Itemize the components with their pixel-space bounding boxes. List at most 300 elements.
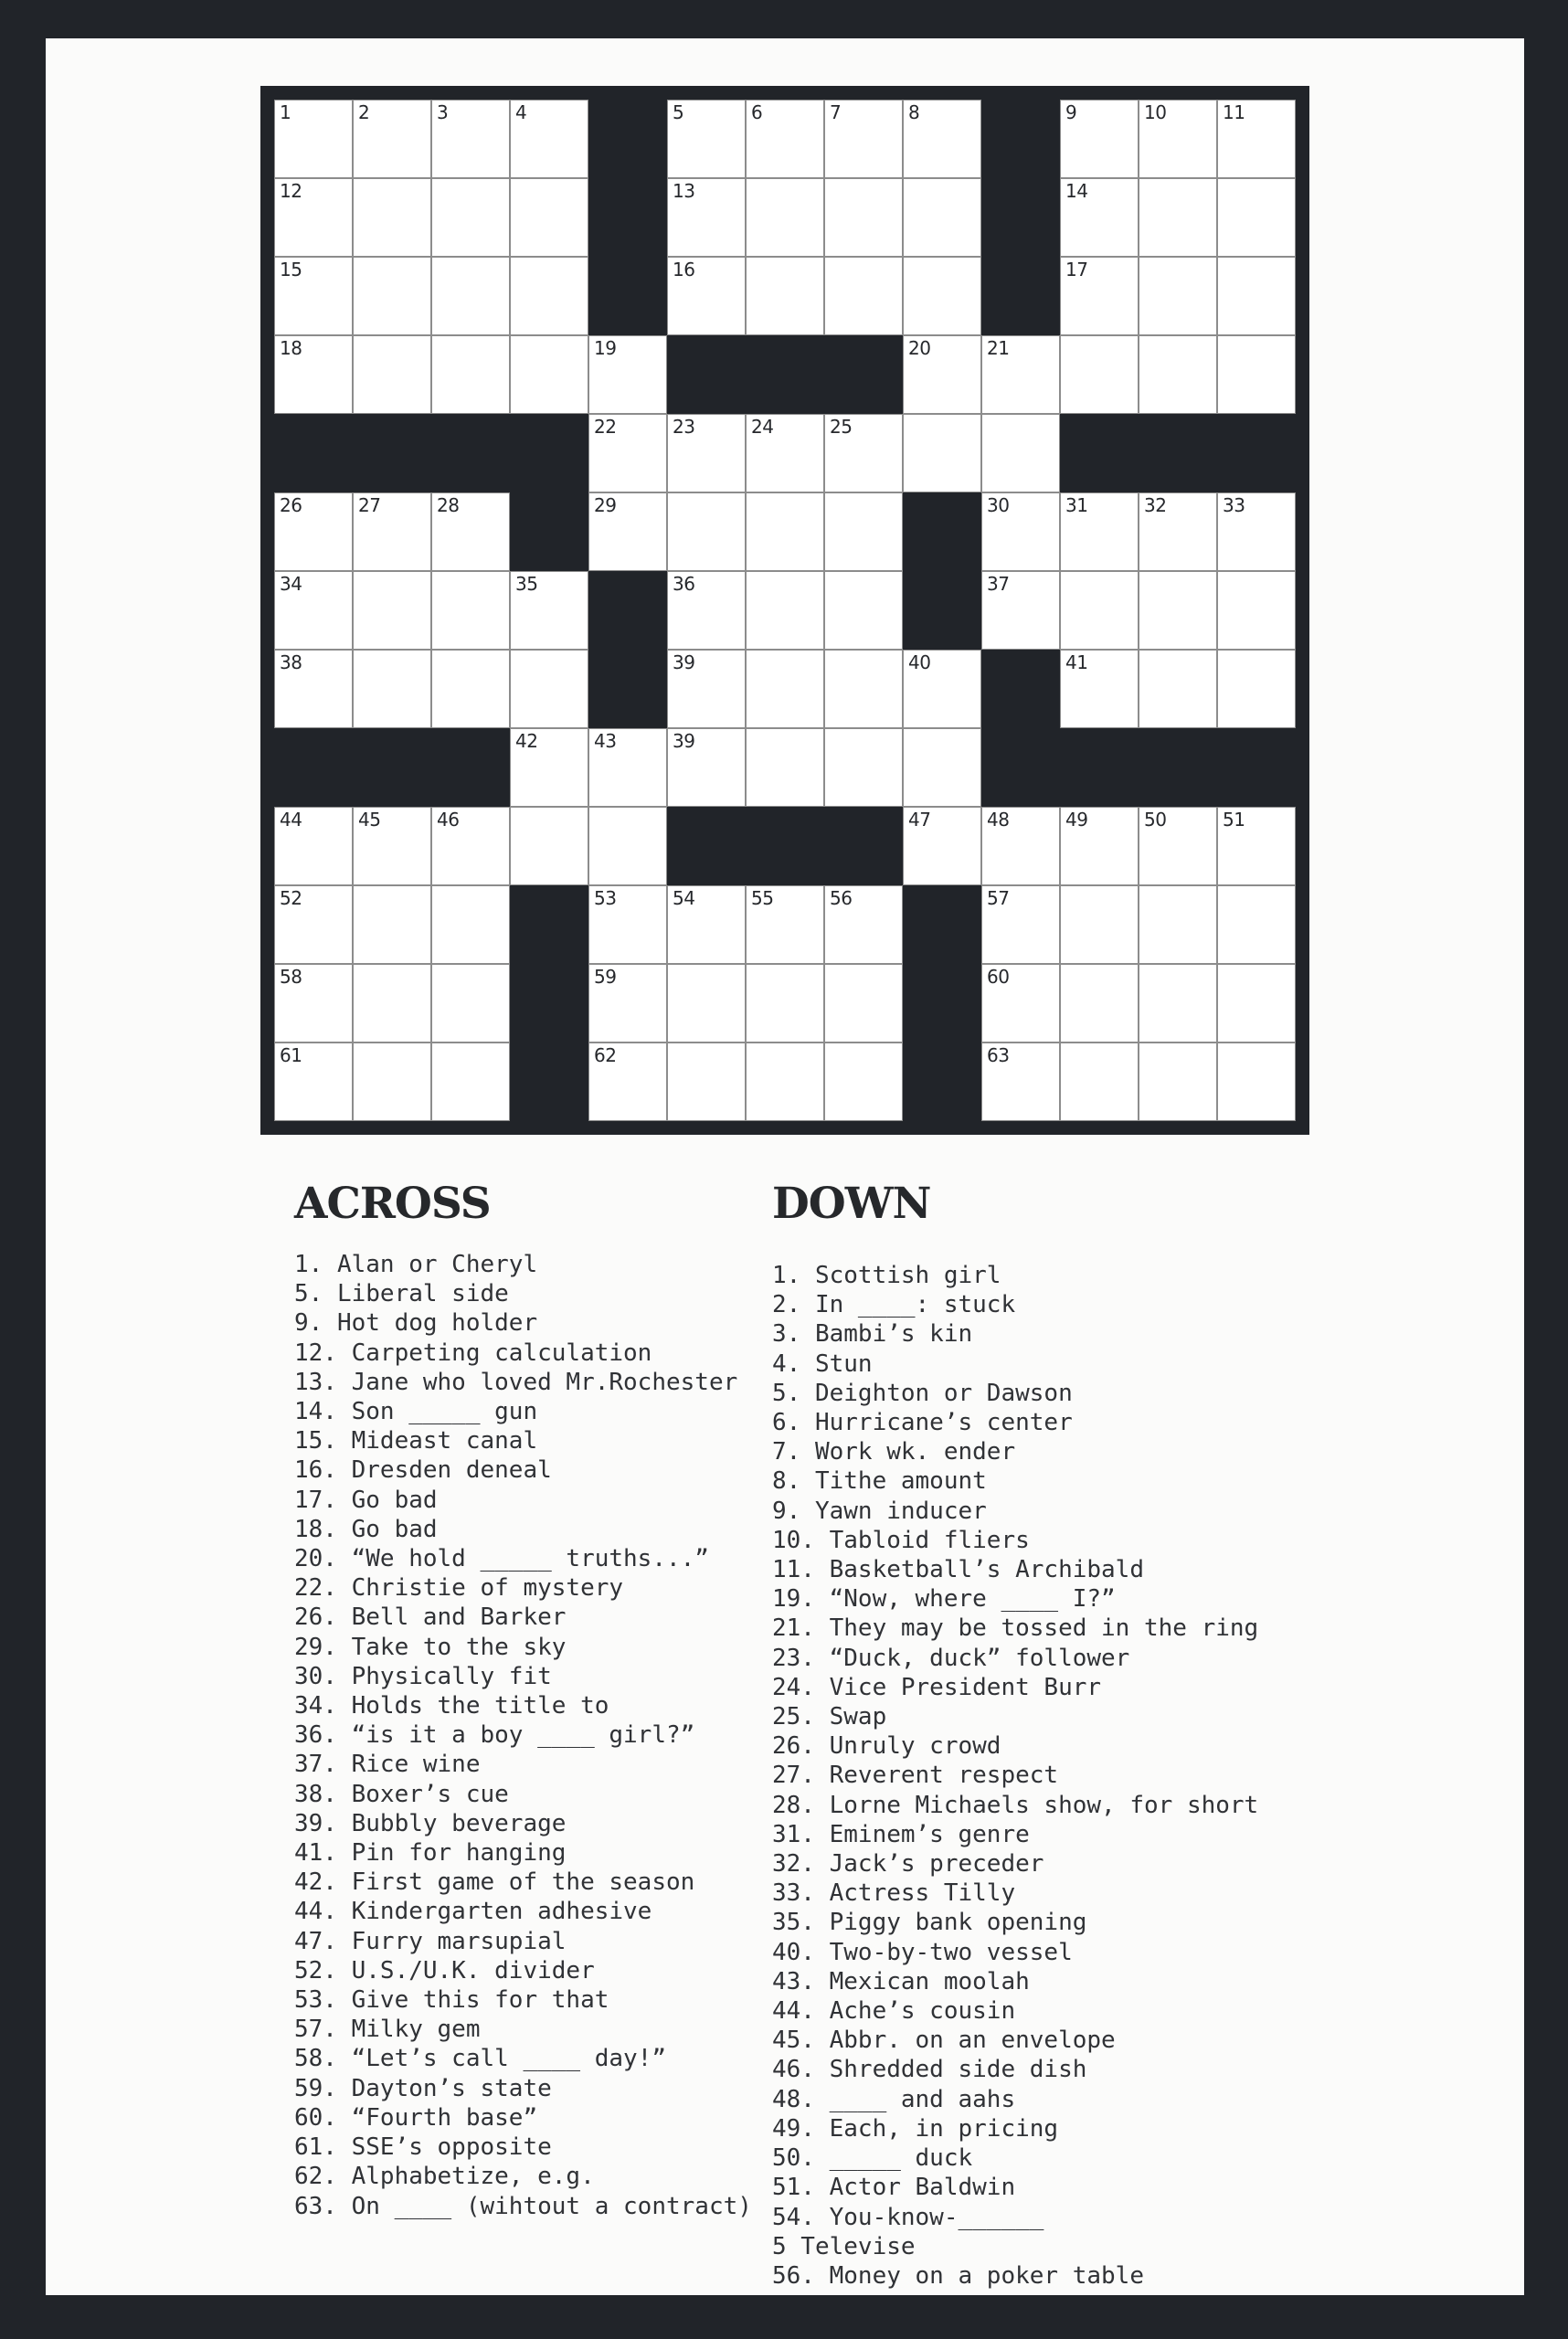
clue-line: 1. Scottish girl <box>772 1262 1001 1289</box>
white-cell[interactable] <box>903 257 981 335</box>
white-cell[interactable] <box>981 571 1060 650</box>
white-cell[interactable] <box>981 1042 1060 1121</box>
cell-number: 45 <box>358 809 381 831</box>
white-cell[interactable] <box>1060 964 1139 1042</box>
white-cell[interactable] <box>667 571 746 650</box>
black-cell <box>588 100 667 178</box>
black-cell <box>981 650 1060 728</box>
clue-line: 29. Take to the sky <box>294 1633 567 1661</box>
cell-number: 3 <box>437 101 449 123</box>
black-cell <box>746 807 824 885</box>
white-cell[interactable] <box>824 100 903 178</box>
clue-line: 38. Boxer’s cue <box>294 1780 509 1808</box>
white-cell[interactable] <box>510 335 588 414</box>
cell-number: 61 <box>280 1044 302 1066</box>
white-cell[interactable] <box>1139 807 1217 885</box>
white-cell[interactable] <box>274 964 353 1042</box>
white-cell[interactable] <box>431 335 510 414</box>
white-cell[interactable] <box>1060 335 1139 414</box>
clue-line: 59. Dayton’s state <box>294 2074 552 2102</box>
cell-number: 51 <box>1223 809 1245 831</box>
cell-number: 32 <box>1144 494 1167 516</box>
white-cell[interactable] <box>353 571 431 650</box>
clue-line: 12. Carpeting calculation <box>294 1339 652 1367</box>
white-cell[interactable] <box>588 728 667 807</box>
cell-number: 43 <box>594 730 617 752</box>
white-cell[interactable] <box>1217 650 1296 728</box>
white-cell[interactable] <box>1060 571 1139 650</box>
white-cell[interactable] <box>667 650 746 728</box>
clue-line: 48. ____ and aahs <box>772 2085 1016 2113</box>
cell-number: 42 <box>515 730 538 752</box>
cell-number: 28 <box>437 494 460 516</box>
white-cell[interactable] <box>667 1042 746 1121</box>
clue-line: 50. _____ duck <box>772 2144 973 2173</box>
white-cell[interactable] <box>1139 257 1217 335</box>
white-cell[interactable] <box>510 257 588 335</box>
white-cell[interactable] <box>274 492 353 571</box>
cell-number: 46 <box>437 809 460 831</box>
clue-line: 16. Dresden deneal <box>294 1456 552 1485</box>
clue-line: 5. Liberal side <box>294 1280 509 1308</box>
cell-number: 53 <box>594 887 617 909</box>
cell-number: 44 <box>280 809 302 831</box>
white-cell[interactable] <box>667 728 746 807</box>
white-cell[interactable] <box>274 650 353 728</box>
cell-number: 55 <box>751 887 774 909</box>
cell-number: 6 <box>751 101 763 123</box>
cell-number: 22 <box>594 416 617 438</box>
black-cell <box>903 571 981 650</box>
clue-line: 4. Stun <box>772 1349 873 1378</box>
cell-number: 17 <box>1065 259 1088 280</box>
white-cell[interactable] <box>903 178 981 257</box>
white-cell[interactable] <box>667 414 746 492</box>
white-cell[interactable] <box>353 964 431 1042</box>
white-cell[interactable] <box>353 335 431 414</box>
black-cell <box>1139 414 1217 492</box>
white-cell[interactable] <box>981 492 1060 571</box>
clue-line: 9. Yawn inducer <box>772 1497 987 1525</box>
down-heading: DOWN <box>772 1179 931 1229</box>
clue-line: 40. Two-by-two vessel <box>772 1938 1073 1966</box>
clue-line: 7. Work wk. ender <box>772 1438 1016 1466</box>
clue-line: 32. Jack’s preceder <box>772 1850 1044 1879</box>
clue-line: 21. They may be tossed in the ring <box>772 1614 1259 1643</box>
white-cell[interactable] <box>1060 885 1139 964</box>
clue-line: 43. Mexican moolah <box>772 1967 1030 1995</box>
white-cell[interactable] <box>510 807 588 885</box>
white-cell[interactable] <box>431 492 510 571</box>
clue-line: 10. Tabloid fliers <box>772 1526 1030 1554</box>
clue-line: 24. Vice President Burr <box>772 1673 1102 1701</box>
white-cell[interactable] <box>746 257 824 335</box>
white-cell[interactable] <box>274 807 353 885</box>
clue-line: 52. U.S./U.K. divider <box>294 1956 595 1984</box>
white-cell[interactable] <box>824 178 903 257</box>
white-cell[interactable] <box>588 335 667 414</box>
white-cell[interactable] <box>1060 257 1139 335</box>
white-cell[interactable] <box>824 492 903 571</box>
clue-line: 5. Deighton or Dawson <box>772 1379 1073 1407</box>
white-cell[interactable] <box>824 964 903 1042</box>
white-cell[interactable] <box>353 885 431 964</box>
black-cell <box>588 650 667 728</box>
clue-line: 37. Rice wine <box>294 1751 481 1779</box>
white-cell[interactable] <box>431 1042 510 1121</box>
clue-line: 61. SSE’s opposite <box>294 2133 552 2162</box>
white-cell[interactable] <box>824 728 903 807</box>
white-cell[interactable] <box>903 728 981 807</box>
white-cell[interactable] <box>588 492 667 571</box>
clue-line: 39. Bubbly beverage <box>294 1809 567 1837</box>
white-cell[interactable] <box>1060 650 1139 728</box>
white-cell[interactable] <box>981 807 1060 885</box>
black-cell <box>588 571 667 650</box>
clue-line: 1. Alan or Cheryl <box>294 1251 538 1278</box>
clue-line: 36. “is it a boy ____ girl?” <box>294 1721 695 1750</box>
clue-line: 25. Swap <box>772 1703 887 1731</box>
white-cell[interactable] <box>903 335 981 414</box>
white-cell[interactable] <box>1139 885 1217 964</box>
cell-number: 1 <box>280 101 291 123</box>
white-cell[interactable] <box>510 728 588 807</box>
clue-line: 18. Go bad <box>294 1515 438 1543</box>
white-cell[interactable] <box>274 335 353 414</box>
cell-number: 21 <box>987 337 1010 359</box>
white-cell[interactable] <box>588 807 667 885</box>
cell-number: 15 <box>280 259 302 280</box>
clue-line: 6. Hurricane’s center <box>772 1409 1073 1437</box>
black-cell <box>510 414 588 492</box>
clue-line: 33. Actress Tilly <box>772 1879 1016 1908</box>
cell-number: 18 <box>280 337 302 359</box>
black-cell <box>588 178 667 257</box>
white-cell[interactable] <box>746 571 824 650</box>
cell-number: 54 <box>673 887 695 909</box>
white-cell[interactable] <box>353 257 431 335</box>
white-cell[interactable] <box>824 1042 903 1121</box>
white-cell[interactable] <box>431 257 510 335</box>
white-cell[interactable] <box>1217 178 1296 257</box>
white-cell[interactable] <box>431 885 510 964</box>
cell-number: 27 <box>358 494 381 516</box>
black-cell <box>510 492 588 571</box>
black-cell <box>1060 414 1139 492</box>
cell-number: 30 <box>987 494 1010 516</box>
clue-line: 49. Each, in pricing <box>772 2114 1059 2143</box>
white-cell[interactable] <box>588 1042 667 1121</box>
black-cell <box>510 885 588 964</box>
white-cell[interactable] <box>1139 964 1217 1042</box>
clue-line: 53. Give this for that <box>294 1986 609 2015</box>
white-cell[interactable] <box>1139 178 1217 257</box>
cell-number: 12 <box>280 180 302 202</box>
white-cell[interactable] <box>588 885 667 964</box>
white-cell[interactable] <box>1217 492 1296 571</box>
clue-line: 46. Shredded side dish <box>772 2056 1087 2084</box>
black-cell <box>746 335 824 414</box>
white-cell[interactable] <box>274 178 353 257</box>
cell-number: 19 <box>594 337 617 359</box>
white-cell[interactable] <box>510 178 588 257</box>
clue-line: 51. Actor Baldwin <box>772 2174 1016 2202</box>
cell-number: 13 <box>673 180 695 202</box>
white-cell[interactable] <box>667 257 746 335</box>
white-cell[interactable] <box>274 100 353 178</box>
white-cell[interactable] <box>667 964 746 1042</box>
clue-line: 63. On ____ (wihtout a contract) <box>294 2192 752 2220</box>
clue-line: 26. Bell and Barker <box>294 1603 567 1632</box>
white-cell[interactable] <box>667 492 746 571</box>
black-cell <box>274 728 353 807</box>
cell-number: 23 <box>673 416 695 438</box>
white-cell[interactable] <box>1217 100 1296 178</box>
white-cell[interactable] <box>1217 571 1296 650</box>
white-cell[interactable] <box>1139 492 1217 571</box>
cell-number: 29 <box>594 494 617 516</box>
clue-line: 9. Hot dog holder <box>294 1309 538 1338</box>
cell-number: 47 <box>908 809 931 831</box>
cell-number: 8 <box>908 101 920 123</box>
white-cell[interactable] <box>824 257 903 335</box>
white-cell[interactable] <box>274 1042 353 1121</box>
black-cell <box>903 964 981 1042</box>
clue-line: 45. Abbr. on an envelope <box>772 2027 1116 2055</box>
clue-line: 5 Televise <box>772 2232 916 2260</box>
cell-number: 63 <box>987 1044 1010 1066</box>
black-cell <box>1217 728 1296 807</box>
white-cell[interactable] <box>510 571 588 650</box>
cell-number: 50 <box>1144 809 1167 831</box>
white-cell[interactable] <box>588 414 667 492</box>
clue-line: 42. First game of the season <box>294 1868 695 1897</box>
white-cell[interactable] <box>746 728 824 807</box>
cell-number: 60 <box>987 966 1010 988</box>
white-cell[interactable] <box>903 414 981 492</box>
white-cell[interactable] <box>1217 964 1296 1042</box>
white-cell[interactable] <box>903 807 981 885</box>
white-cell[interactable] <box>1217 257 1296 335</box>
white-cell[interactable] <box>431 571 510 650</box>
white-cell[interactable] <box>1217 807 1296 885</box>
white-cell[interactable] <box>510 650 588 728</box>
cell-number: 24 <box>751 416 774 438</box>
white-cell[interactable] <box>746 964 824 1042</box>
across-list <box>294 1250 752 2221</box>
clue-line: 14. Son _____ gun <box>294 1398 538 1426</box>
clue-line: 15. Mideast canal <box>294 1427 538 1455</box>
white-cell[interactable] <box>746 492 824 571</box>
white-cell[interactable] <box>274 257 353 335</box>
clue-line: 47. Furry marsupial <box>294 1927 567 1955</box>
cell-number: 14 <box>1065 180 1088 202</box>
clue-line: 11. Basketball’s Archibald <box>772 1556 1144 1584</box>
clue-line: 3. Bambi’s kin <box>772 1320 973 1349</box>
white-cell[interactable] <box>746 1042 824 1121</box>
cell-number: 7 <box>830 101 842 123</box>
white-cell[interactable] <box>746 414 824 492</box>
black-cell <box>431 414 510 492</box>
white-cell[interactable] <box>824 885 903 964</box>
cell-number: 25 <box>830 416 853 438</box>
clue-line: 56. Money on a poker table <box>772 2261 1144 2290</box>
white-cell[interactable] <box>353 178 431 257</box>
white-cell[interactable] <box>353 650 431 728</box>
white-cell[interactable] <box>1139 335 1217 414</box>
white-cell[interactable] <box>903 100 981 178</box>
white-cell[interactable] <box>1139 650 1217 728</box>
cell-number: 35 <box>515 573 538 595</box>
cell-number: 11 <box>1223 101 1245 123</box>
cell-number: 38 <box>280 651 302 673</box>
across-heading: ACROSS <box>294 1179 491 1229</box>
white-cell[interactable] <box>1060 807 1139 885</box>
black-cell <box>903 492 981 571</box>
cell-number: 59 <box>594 966 617 988</box>
cell-number: 5 <box>673 101 684 123</box>
black-cell <box>824 807 903 885</box>
white-cell[interactable] <box>903 650 981 728</box>
clue-line: 62. Alphabetize, e.g. <box>294 2163 595 2191</box>
cell-number: 40 <box>908 651 931 673</box>
black-cell <box>431 728 510 807</box>
clue-line: 28. Lorne Michaels show, for short <box>772 1791 1259 1819</box>
black-cell <box>903 885 981 964</box>
white-cell[interactable] <box>353 100 431 178</box>
white-cell[interactable] <box>274 885 353 964</box>
clue-line: 26. Unruly crowd <box>772 1732 1001 1761</box>
white-cell[interactable] <box>1217 335 1296 414</box>
cell-number: 57 <box>987 887 1010 909</box>
white-cell[interactable] <box>510 100 588 178</box>
white-cell[interactable] <box>824 571 903 650</box>
black-cell <box>981 100 1060 178</box>
cell-number: 16 <box>673 259 695 280</box>
black-cell <box>981 728 1060 807</box>
white-cell[interactable] <box>1217 1042 1296 1121</box>
white-cell[interactable] <box>431 964 510 1042</box>
crossword-grid <box>260 86 1309 1135</box>
clue-line: 23. “Duck, duck” follower <box>772 1644 1130 1672</box>
white-cell[interactable] <box>746 885 824 964</box>
clue-line: 35. Piggy bank opening <box>772 1909 1087 1937</box>
white-cell[interactable] <box>1139 571 1217 650</box>
cell-number: 49 <box>1065 809 1088 831</box>
clue-line: 19. “Now, where ____ I?” <box>772 1585 1116 1614</box>
cell-number: 52 <box>280 887 302 909</box>
cell-number: 10 <box>1144 101 1167 123</box>
black-cell <box>588 257 667 335</box>
white-cell[interactable] <box>1060 1042 1139 1121</box>
cell-number: 39 <box>673 730 695 752</box>
black-cell <box>353 414 431 492</box>
black-cell <box>981 178 1060 257</box>
cell-number: 26 <box>280 494 302 516</box>
white-cell[interactable] <box>431 178 510 257</box>
white-cell[interactable] <box>431 807 510 885</box>
clue-line: 41. Pin for hanging <box>294 1839 567 1868</box>
cell-number: 62 <box>594 1044 617 1066</box>
clue-line: 57. Milky gem <box>294 2016 481 2044</box>
clue-line: 20. “We hold _____ truths...” <box>294 1545 709 1573</box>
clue-line: 34. Holds the title to <box>294 1692 609 1720</box>
white-cell[interactable] <box>746 650 824 728</box>
black-cell <box>510 1042 588 1121</box>
black-cell <box>667 335 746 414</box>
white-cell[interactable] <box>981 964 1060 1042</box>
cell-number: 34 <box>280 573 302 595</box>
clue-line: 8. Tithe amount <box>772 1467 987 1496</box>
cell-number: 41 <box>1065 651 1088 673</box>
white-cell[interactable] <box>1139 1042 1217 1121</box>
clue-line: 60. “Fourth base” <box>294 2103 538 2132</box>
cell-number: 31 <box>1065 494 1088 516</box>
white-cell[interactable] <box>667 100 746 178</box>
cell-number: 36 <box>673 573 695 595</box>
cell-number: 4 <box>515 101 527 123</box>
clue-line: 44. Ache’s cousin <box>772 1997 1016 2026</box>
white-cell[interactable] <box>1217 885 1296 964</box>
white-cell[interactable] <box>588 964 667 1042</box>
cell-number: 9 <box>1065 101 1077 123</box>
white-cell[interactable] <box>353 807 431 885</box>
black-cell <box>274 414 353 492</box>
white-cell[interactable] <box>274 571 353 650</box>
cell-number: 37 <box>987 573 1010 595</box>
cell-number: 39 <box>673 651 695 673</box>
white-cell[interactable] <box>353 492 431 571</box>
clue-line: 31. Eminem’s genre <box>772 1820 1030 1848</box>
white-cell[interactable] <box>667 178 746 257</box>
clue-line: 54. You-know-______ <box>772 2203 1044 2231</box>
clue-line: 13. Jane who loved Mr.Rochester <box>294 1368 738 1396</box>
white-cell[interactable] <box>746 100 824 178</box>
down-list <box>772 1261 1258 2291</box>
black-cell <box>1139 728 1217 807</box>
white-cell[interactable] <box>1060 100 1139 178</box>
cell-number: 20 <box>908 337 931 359</box>
white-cell[interactable] <box>353 1042 431 1121</box>
white-cell[interactable] <box>981 335 1060 414</box>
cell-number: 56 <box>830 887 853 909</box>
white-cell[interactable] <box>1060 178 1139 257</box>
white-cell[interactable] <box>1139 100 1217 178</box>
white-cell[interactable] <box>746 178 824 257</box>
white-cell[interactable] <box>431 100 510 178</box>
clue-line: 17. Go bad <box>294 1486 438 1514</box>
black-cell <box>667 807 746 885</box>
white-cell[interactable] <box>981 885 1060 964</box>
clue-line: 44. Kindergarten adhesive <box>294 1898 652 1926</box>
white-cell[interactable] <box>667 885 746 964</box>
cell-number: 58 <box>280 966 302 988</box>
white-cell[interactable] <box>824 414 903 492</box>
white-cell[interactable] <box>431 650 510 728</box>
white-cell[interactable] <box>981 414 1060 492</box>
black-cell <box>510 964 588 1042</box>
clue-line: 30. Physically fit <box>294 1662 552 1690</box>
clue-line: 27. Reverent respect <box>772 1762 1059 1790</box>
cell-number: 33 <box>1223 494 1245 516</box>
black-cell <box>981 257 1060 335</box>
white-cell[interactable] <box>1060 492 1139 571</box>
clue-line: 58. “Let’s call ____ day!” <box>294 2045 666 2073</box>
cell-number: 48 <box>987 809 1010 831</box>
clue-line: 22. Christie of mystery <box>294 1574 624 1603</box>
white-cell[interactable] <box>824 650 903 728</box>
black-cell <box>353 728 431 807</box>
